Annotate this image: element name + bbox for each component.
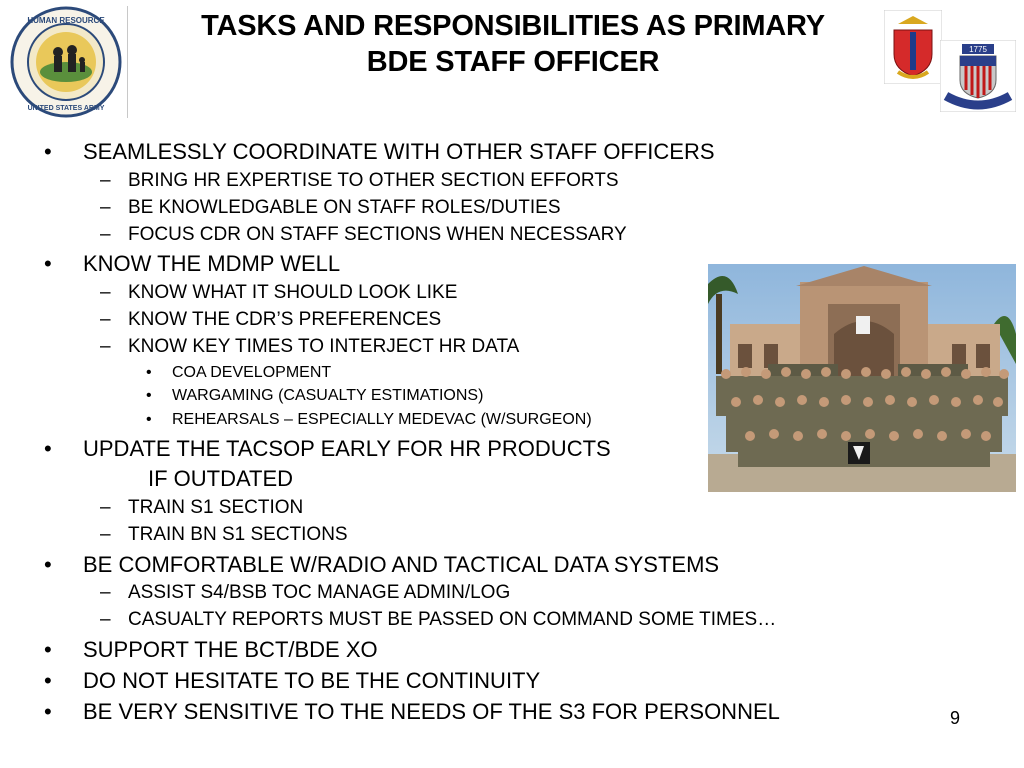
- list-item: • BE COMFORTABLE W/RADIO AND TACTICAL DATA SYSTEMS: [44, 552, 720, 577]
- soldiers-group-photo: [708, 264, 1016, 492]
- list-item: – ASSIST S4/BSB TOC MANAGE ADMIN/LOG: [100, 582, 511, 603]
- crest-year: 1775: [969, 45, 987, 54]
- list-item: • COA DEVELOPMENT: [146, 364, 332, 381]
- list-item: – TRAIN BN S1 SECTIONS: [100, 524, 348, 545]
- list-item: – TRAIN S1 SECTION: [100, 497, 304, 518]
- list-item: • BE VERY SENSITIVE TO THE NEEDS OF THE S3 FOR PERSONNEL: [44, 699, 780, 724]
- list-item: – KNOW KEY TIMES TO INTERJECT HR DATA: [100, 336, 520, 357]
- bullet-marker: •: [44, 139, 52, 164]
- svg-text:HUMAN RESOURCE: HUMAN RESOURCE: [27, 16, 105, 25]
- list-item: • WARGAMING (CASUALTY ESTIMATIONS): [146, 387, 484, 404]
- list-item: • REHEARSALS – ESPECIALLY MEDEVAC (W/SURGEON): [146, 411, 592, 428]
- list-item: • DO NOT HESITATE TO BE THE CONTINUITY: [44, 668, 541, 693]
- list-item: – CASUALTY REPORTS MUST BE PASSED ON COMMAND SOME TIMES…: [100, 609, 777, 630]
- list-item: – KNOW THE CDR’S PREFERENCES: [100, 309, 442, 330]
- list-item: – BE KNOWLEDGABLE ON STAFF ROLES/DUTIES: [100, 197, 561, 218]
- title-line-2: BDE STAFF OFFICER: [366, 46, 660, 78]
- list-item: • SEAMLESSLY COORDINATE WITH OTHER STAFF OFFICERS: [44, 139, 715, 164]
- list-item: – KNOW WHAT IT SHOULD LOOK LIKE: [100, 282, 458, 303]
- list-item: – FOCUS CDR ON STAFF SECTIONS WHEN NECESSARY: [100, 224, 627, 245]
- list-item-continuation: IF OUTDATED: [148, 466, 294, 491]
- list-item: • KNOW THE MDMP WELL: [44, 251, 341, 276]
- list-item: • SUPPORT THE BCT/BDE XO: [44, 637, 378, 662]
- title-line-1: TASKS AND RESPONSIBILITIES AS PRIMARY: [201, 10, 825, 42]
- list-item: – BRING HR EXPERTISE TO OTHER SECTION EFFORTS: [100, 170, 619, 191]
- svg-text:UNITED STATES ARMY: UNITED STATES ARMY: [27, 105, 105, 112]
- list-item: • UPDATE THE TACSOP EARLY FOR HR PRODUCTS: [44, 436, 611, 461]
- page-number: 9: [950, 708, 961, 728]
